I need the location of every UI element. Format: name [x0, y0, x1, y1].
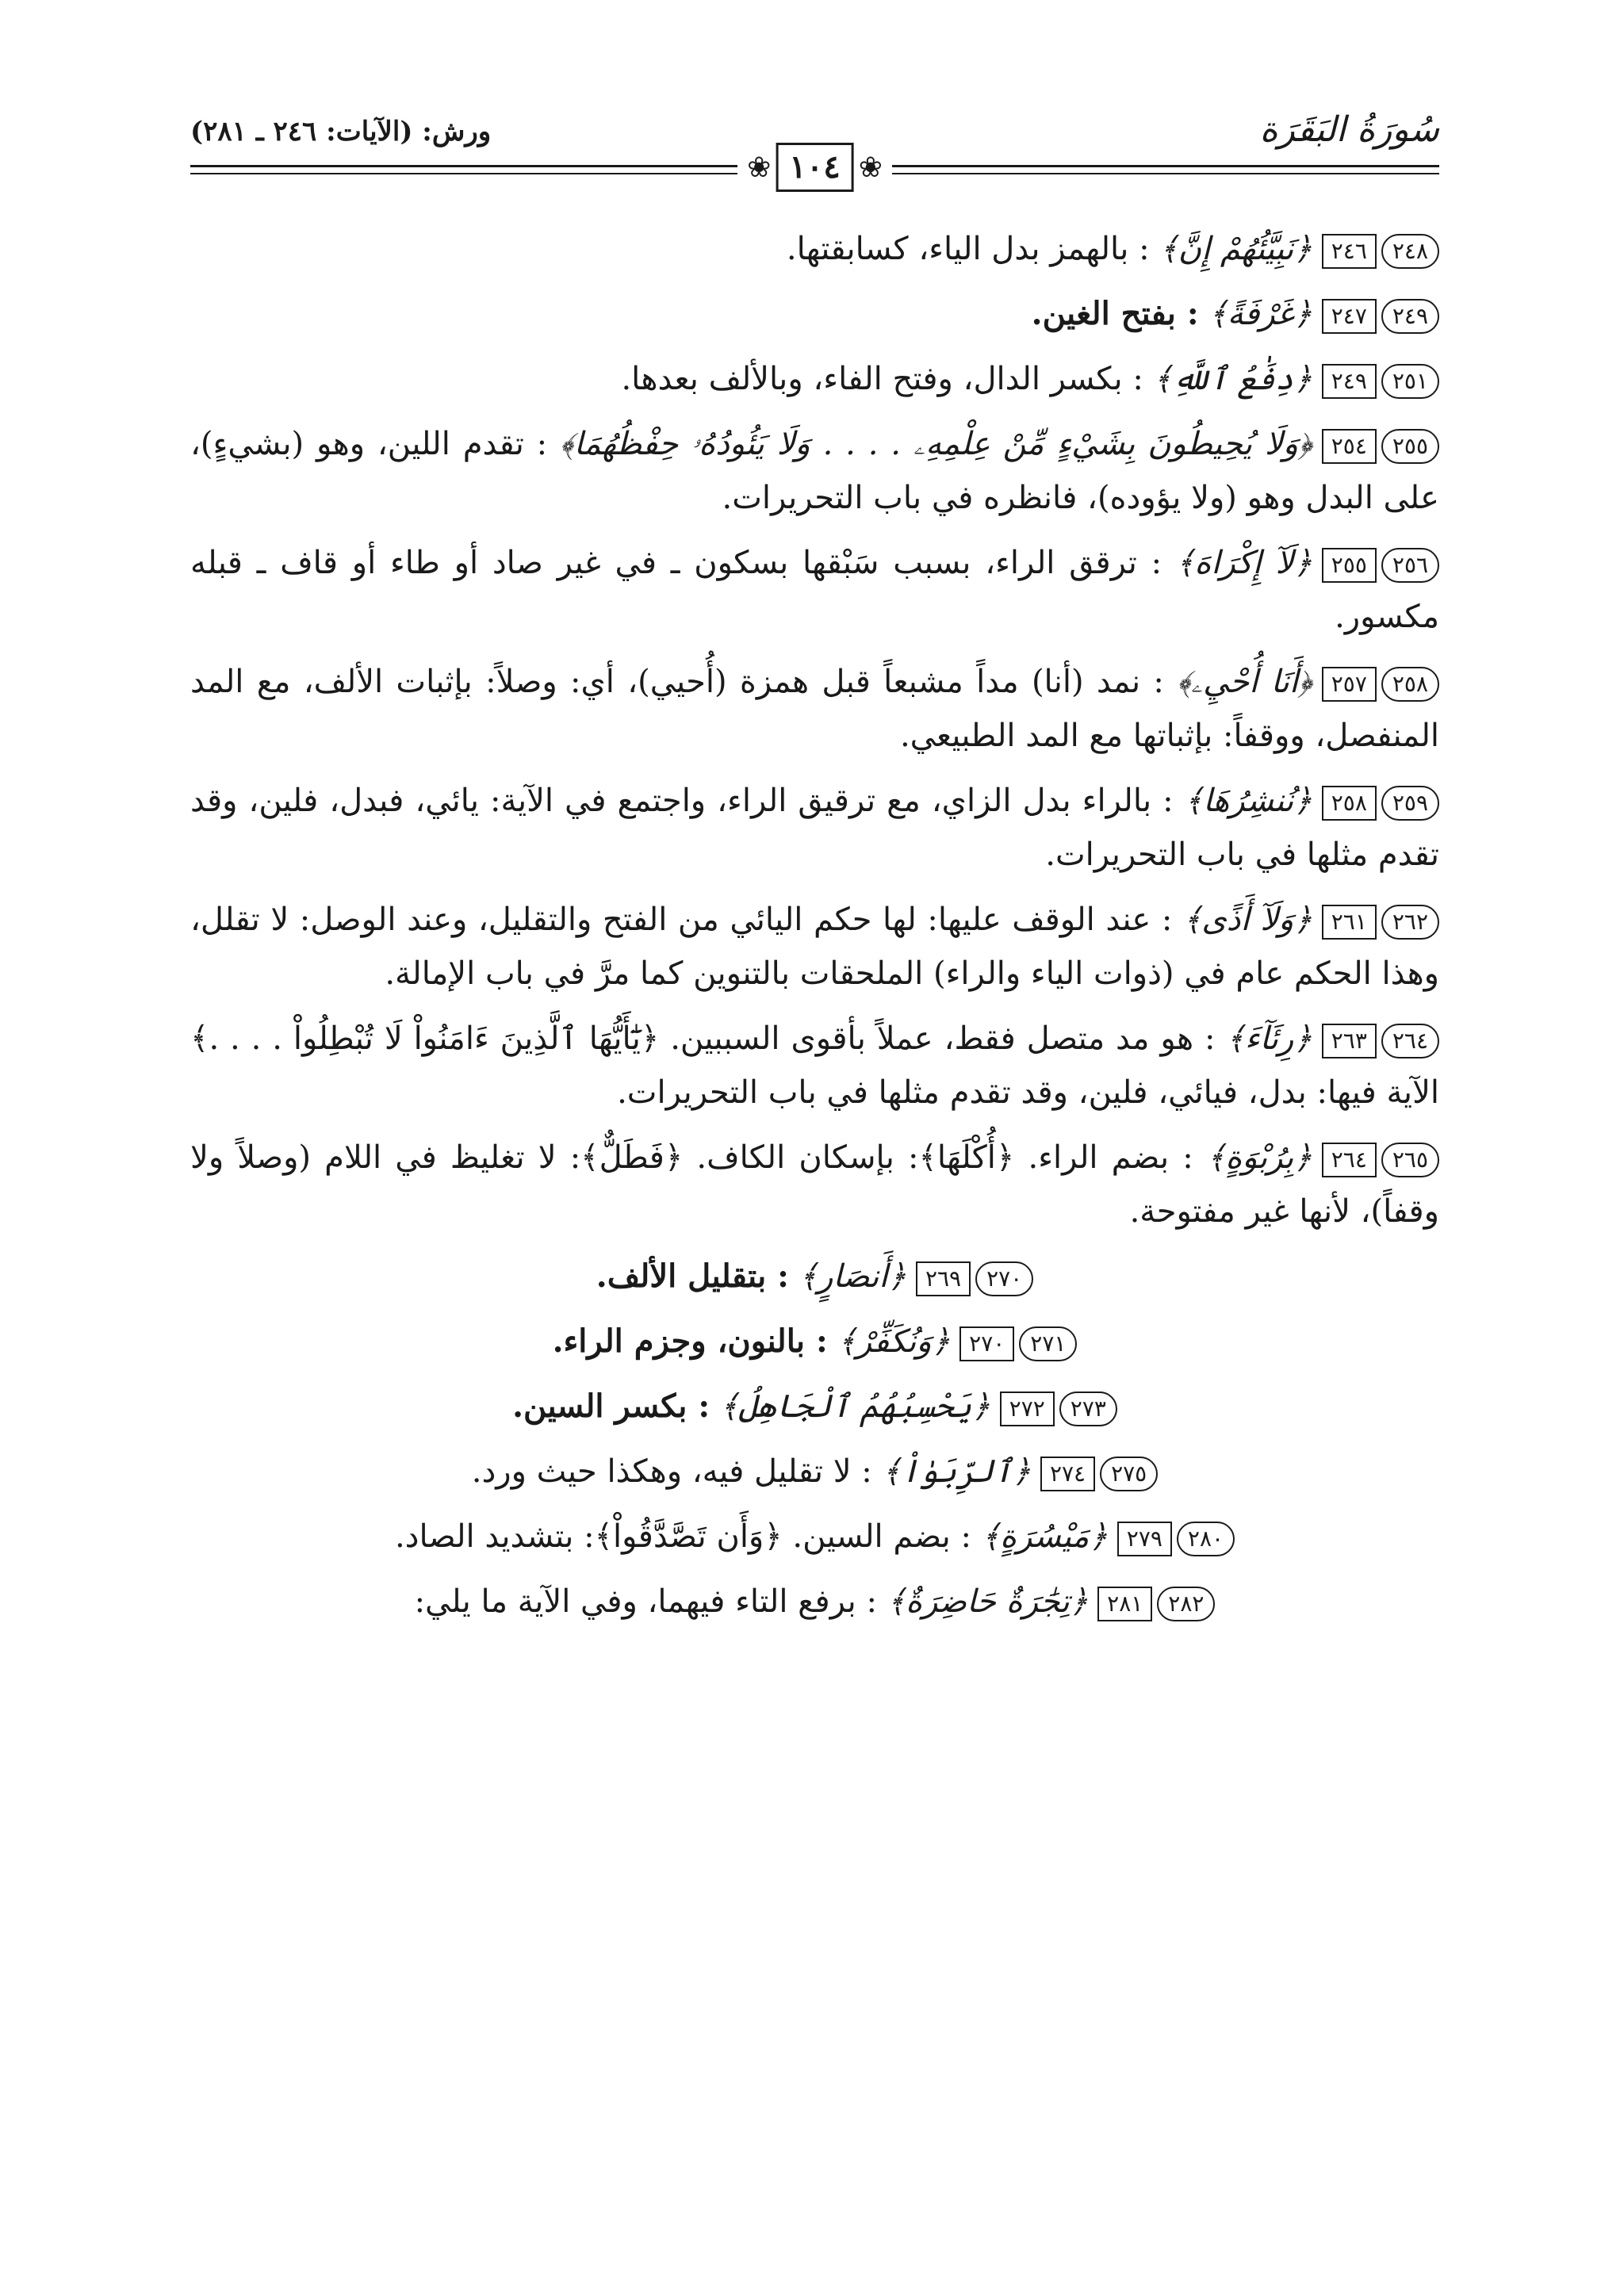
warsh-verse-badge: ٢٥١: [1381, 364, 1439, 399]
warsh-verse-badge: ٢٥٦: [1381, 548, 1439, 583]
entry-246: [190, 222, 1439, 276]
warsh-verse-badge: ٢٥٨: [1381, 667, 1439, 702]
ruling-text: : عند الوقف عليها: لها حكم اليائي من الفتح والتقليل، وعند الوصل: لا تقلل، وهذا الحكم عام في (ذوات الياء والراء) الملحقات بالتنوين كما مرَّ في باب الإمالة.: [190, 902, 1439, 992]
verse-range: ورش: (الآيات: ٢٤٦ ـ ٢٨١): [190, 116, 492, 147]
page-number-box: [739, 143, 891, 192]
hafs-verse-box: ٢٦٩: [916, 1261, 971, 1296]
quran-quote: ﴿نُنشِرُهَا﴾: [1184, 783, 1312, 819]
hafs-verse-box: ٢٦٣: [1322, 1024, 1377, 1058]
hafs-verse-box: ٢٥٨: [1322, 786, 1377, 821]
ruling-text: : بالراء بدل الزاي، مع ترقيق الراء، واجتمع في الآية: يائي، فبدل، فلين، وقد تقدم مثلها في باب التحريرات.: [190, 783, 1439, 873]
ruling-text: : بضم السين. ﴿وَأَن تَصَّدَّقُواْ﴾: بتشديد الصاد.: [394, 1518, 971, 1555]
quran-quote: ﴿بِرُبْوَةٍ﴾: [1206, 1139, 1312, 1176]
quran-quote: ﴿تِجَٰرَةٌ حَاضِرَةٌ﴾: [887, 1583, 1089, 1620]
hafs-verse-box: ٢٧٩: [1117, 1522, 1172, 1556]
ornament-icon: ❀: [747, 151, 772, 184]
warsh-verse-badge: ٢٦٢: [1381, 905, 1439, 940]
entry-258: [190, 774, 1439, 882]
hafs-verse-box: ٢٥٥: [1322, 548, 1377, 583]
quran-quote: ﴿غَرْفَةً﴾: [1208, 296, 1312, 332]
warsh-verse-badge: ٢٦٥: [1381, 1143, 1439, 1177]
entry-263: [190, 1012, 1439, 1120]
warsh-verse-badge: ٢٤٨: [1381, 234, 1439, 269]
entry-257: [190, 655, 1439, 763]
quran-quote: ﴿رِئَآءَ﴾: [1226, 1020, 1312, 1057]
ruling-text: : برفع التاء فيهما، وفي الآية ما يلي:: [414, 1583, 877, 1620]
entry-272: [190, 1380, 1439, 1434]
quran-quote: ﴿وَلَا يُحِيطُونَ بِشَيْءٍ مِّنْ عِلْمِهِۦ . . . . وَلَا يَئُودُهُۥ حِفْظُهُمَا﴾: [560, 426, 1312, 462]
ruling-text: : لا تقليل فيه، وهكذا حيث ورد.: [471, 1453, 872, 1490]
warsh-verse-badge: ٢٧٠: [975, 1261, 1033, 1296]
warsh-verse-badge: ٢٥٥: [1381, 429, 1439, 464]
ruling-text: : ترقق الراء، بسبب سَبْقها بسكون ـ في غير صاد أو طاء أو قاف ـ قبله مكسور.: [190, 545, 1439, 635]
quran-quote: ﴿يَحْسِبُهُمُ ٱلْجَاهِلُ﴾: [719, 1388, 990, 1425]
quran-quote: ﴿لَآ إِكْرَاهَ﴾: [1175, 545, 1312, 581]
hafs-verse-box: ٢٧٢: [1000, 1391, 1055, 1426]
warsh-verse-badge: ٢٨٢: [1157, 1587, 1215, 1621]
quran-quote: ﴿أَنَا أُحْيِۦ﴾: [1177, 664, 1312, 700]
entry-261: [190, 893, 1439, 1001]
ruling-text: : بالهمز بدل الياء، كسابقتها.: [786, 231, 1150, 267]
hafs-verse-box: ٢٦١: [1322, 905, 1377, 940]
entry-270: [190, 1315, 1439, 1369]
hafs-verse-box: ٢٥٤: [1322, 429, 1377, 464]
entry-254: [190, 417, 1439, 525]
ruling-text: : بكسر السين.: [512, 1388, 710, 1425]
quran-quote: ﴿أَنصَارٍ﴾: [799, 1258, 906, 1295]
quran-quote: ﴿مَيْسُرَةٍ﴾: [981, 1518, 1108, 1555]
hafs-verse-box: ٢٨١: [1097, 1587, 1152, 1621]
warsh-verse-badge: ٢٦٤: [1381, 1024, 1439, 1058]
entry-281: [190, 1575, 1439, 1629]
surah-title: سُورَةُ البَقَرَة: [1259, 109, 1439, 150]
warsh-verse-badge: ٢٨٠: [1177, 1522, 1235, 1556]
entry-255: [190, 536, 1439, 644]
header-rule-right: [892, 165, 1439, 167]
hafs-verse-box: ٢٤٩: [1322, 364, 1377, 399]
quran-quote: ﴿وَلَآ أَذًى﴾: [1182, 902, 1312, 938]
entry-249: [190, 352, 1439, 406]
entry-274: [190, 1445, 1439, 1499]
quran-quote: ﴿دِفَٰعُ ٱللَّهِ﴾: [1153, 361, 1312, 397]
quran-quote: ﴿نَبِيَّئُهُمْ إِنَّ﴾: [1159, 231, 1312, 267]
hafs-verse-box: ٢٦٤: [1322, 1143, 1377, 1177]
page-header: [190, 109, 1439, 197]
ruling-text: : بضم الراء. ﴿أُكْلَهَا﴾: بإسكان الكاف. ﴿فَطَلٌّ﴾: لا تغليظ في اللام (وصلاً ولا وقفاً)، لأنها غير مفتوحة.: [190, 1139, 1439, 1230]
hafs-verse-box: ٢٤٦: [1322, 234, 1377, 269]
header-rule-right-thin: [892, 173, 1439, 174]
ruling-text: : بفتح الغين.: [1031, 295, 1199, 332]
page-content: [190, 222, 1439, 1640]
ruling-text: : نمد (أنا) مداً مشبعاً قبل همزة (أُحيي)، أي: وصلاً: بإثبات الألف، مع المد المنفصل، ووقفاً: بإثباتها مع المد الطبيعي.: [190, 664, 1439, 754]
ruling-text: : بتقليل الألف.: [596, 1258, 789, 1295]
ornament-icon: ❀: [858, 151, 883, 184]
warsh-verse-badge: ٢٧١: [1019, 1326, 1077, 1361]
quran-quote: ﴿وَنُكَفِّرْ﴾: [837, 1323, 951, 1360]
quran-quote: ﴿ٱلرِّبَوٰاْ﴾: [882, 1453, 1031, 1490]
warsh-verse-badge: ٢٥٩: [1381, 786, 1439, 821]
entry-264: [190, 1131, 1439, 1238]
hafs-verse-box: ٢٤٧: [1322, 299, 1377, 334]
hafs-verse-box: ٢٧٤: [1040, 1457, 1095, 1491]
warsh-verse-badge: ٢٧٥: [1100, 1457, 1158, 1491]
warsh-verse-badge: ٢٧٣: [1059, 1391, 1117, 1426]
entry-269: [190, 1250, 1439, 1303]
header-rule-left-thin: [190, 173, 737, 174]
header-rule-left: [190, 165, 737, 167]
hafs-verse-box: ٢٧٠: [959, 1326, 1014, 1361]
page-number: ١٠٤: [776, 143, 853, 192]
warsh-verse-badge: ٢٤٩: [1381, 299, 1439, 334]
ruling-text: : تقدم اللين، وهو (بشيءٍ)، على البدل وهو (ولا يؤوده)، فانظره في باب التحريرات.: [190, 426, 1439, 516]
ruling-text: : هو مد متصل فقط، عملاً بأقوى السببين. ﴿يَٰٓأَيُّهَا ٱلَّذِينَ ءَامَنُواْ لَا تُبْطِلُواْ . . . .﴾ الآية فيها: بدل، فيائي، فلين، وقد تقدم مثلها في باب التحريرات.: [190, 1020, 1439, 1111]
hafs-verse-box: ٢٥٧: [1322, 667, 1377, 702]
ruling-text: : بالنون، وجزم الراء.: [552, 1323, 828, 1360]
entry-279: [190, 1510, 1439, 1564]
entry-247: [190, 287, 1439, 341]
ruling-text: : بكسر الدال، وفتح الفاء، وبالألف بعدها.: [621, 361, 1143, 397]
